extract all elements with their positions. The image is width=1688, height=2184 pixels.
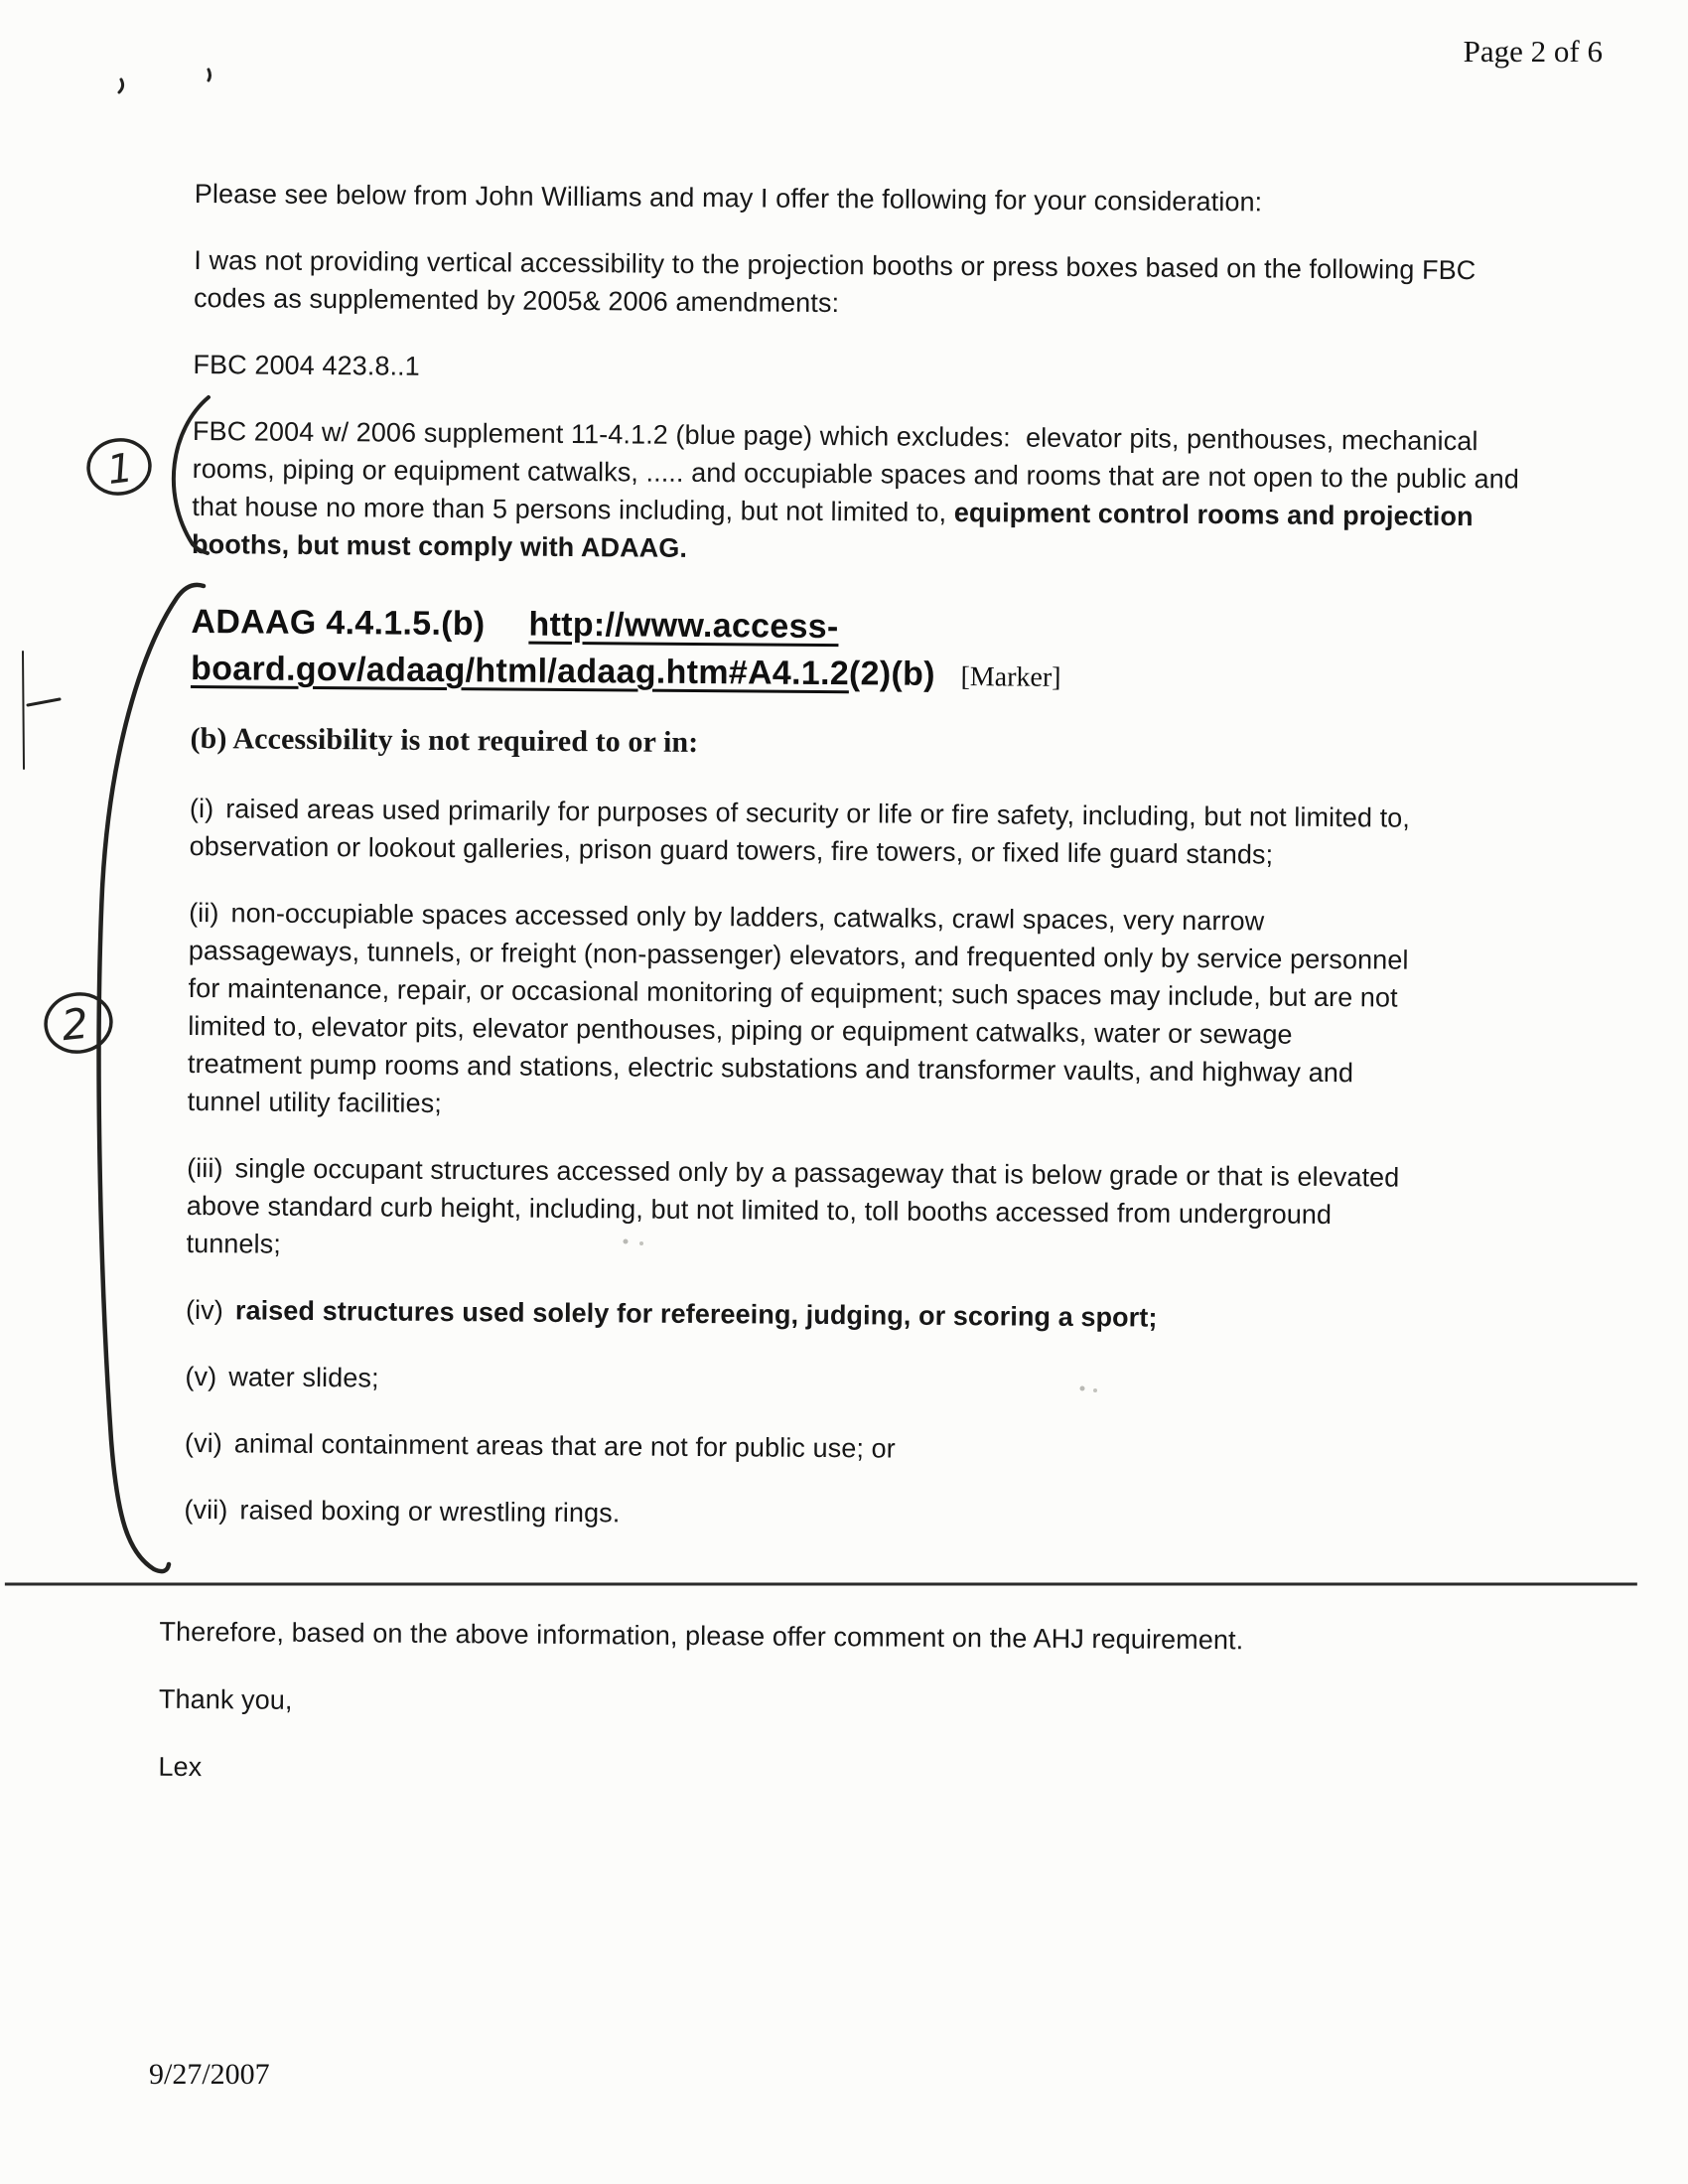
list-item-label: (ii)	[189, 897, 219, 929]
marker-note: [Marker]	[960, 661, 1061, 693]
page-number: Page 2 of 6	[1463, 34, 1603, 69]
document-body	[158, 175, 1527, 1825]
list-item-text: non-occupiable spaces accessed only by ladders, catwalks, crawl spaces, very narrow passageways, tunnels, or freight (non-passenger) elevators, and frequented only by service personnel for maintenance, repair, or occasional monitoring of equipment; such spaces may include, but are not limited to, elevator pits, elevator penthouses, piping or equipment catwalks, water or sewage treatment pump rooms and stations, electric substations and transformer vaults, and highway and tunnel utility facilities;	[187, 898, 1409, 1118]
handwritten-number-1: 1	[104, 445, 136, 495]
list-item-label: (v)	[185, 1361, 217, 1392]
list-item-text: raised structures used solely for refereeing, judging, or scoring a sport;	[234, 1295, 1158, 1333]
list-item-vii	[184, 1491, 1407, 1538]
fbc-supplement-paragraph	[192, 412, 1525, 574]
signature-line: Lex	[158, 1751, 203, 1783]
list-item-v	[185, 1358, 1408, 1405]
list-item-label: (vii)	[184, 1494, 228, 1526]
thank-you-line: Thank you,	[158, 1683, 293, 1715]
margin-dash-icon	[28, 699, 60, 705]
list-item-text: raised areas used primarily for purposes of security or life or fire safety, including, but not limited to, observation or lookout galleries, prison guard towers, fire towers, or fixed life guard stands;	[189, 794, 1411, 870]
section-divider	[5, 1583, 1637, 1586]
list-item-text: single occupant structures accessed only by a passageway that is below grade or that is elevated above standard curb height, including, but not limited to, toll booths accessed from underground tunnels;	[186, 1153, 1400, 1259]
list-item-vi	[185, 1424, 1408, 1472]
adaag-heading	[191, 599, 1195, 702]
list-item-i	[190, 790, 1414, 875]
fbc-code-reference: FBC 2004 423.8..1	[193, 349, 420, 381]
statement-paragraph: I was not providing vertical accessibility to the projection booths or press boxes based on the following FBC codes as supplemented by 2005& 2006 amendments:	[193, 244, 1477, 319]
list-item-label: (i)	[189, 793, 214, 824]
adaag-url-line1: http://www.access-	[528, 605, 839, 647]
adaag-code: ADAAG 4.4.1.5.(b)	[191, 602, 486, 644]
adaag-url-suffix: (2)(b)	[848, 655, 935, 693]
list-item-text: water slides;	[228, 1362, 379, 1393]
document-date: 9/27/2007	[149, 2058, 270, 2091]
closing-paragraph: Therefore, based on the above information, please offer comment on the AHJ requirement.	[159, 1616, 1244, 1656]
scan-mark-icon	[209, 70, 211, 80]
closing-block	[158, 1613, 1406, 1796]
list-item-iv	[186, 1291, 1409, 1339]
handwritten-circle-1-icon	[85, 436, 154, 498]
accessibility-subheading: (b) Accessibility is not required to or in:	[190, 721, 699, 760]
list-item-label: (iii)	[187, 1152, 223, 1184]
handwritten-circle-2-icon	[41, 989, 115, 1058]
list-item-text: raised boxing or wrestling rings.	[239, 1495, 621, 1529]
fbc-supplement-text: FBC 2004 w/ 2006 supplement 11-4.1.2 (blue page) which excludes: elevator pits, penthouses, mechanical rooms, piping or equipment catwalks, ..... and occupiable spaces and rooms that are not open to the public and that house no more than 5 persons including, but not limited to,	[192, 415, 1527, 528]
list-item-label: (iv)	[185, 1294, 224, 1326]
scan-mark-icon	[119, 79, 123, 92]
list-item-text: animal containment areas that are not for public use; or	[233, 1428, 896, 1464]
margin-line-icon	[23, 652, 24, 769]
fbc-supplement-bold-text: equipment control rooms and projection booths, but must comply with ADAAG.	[191, 498, 1481, 563]
handwritten-number-2: 2	[59, 998, 91, 1051]
list-item-iii	[186, 1149, 1410, 1272]
list-item-label: (vi)	[184, 1427, 222, 1459]
intro-paragraph: Please see below from John Williams and may I offer the following for your consideration:	[194, 178, 1263, 218]
adaag-url-line2: board.gov/adaag/html/adaag.htm#A4.1.2	[190, 649, 850, 693]
list-item-ii	[188, 894, 1413, 1130]
